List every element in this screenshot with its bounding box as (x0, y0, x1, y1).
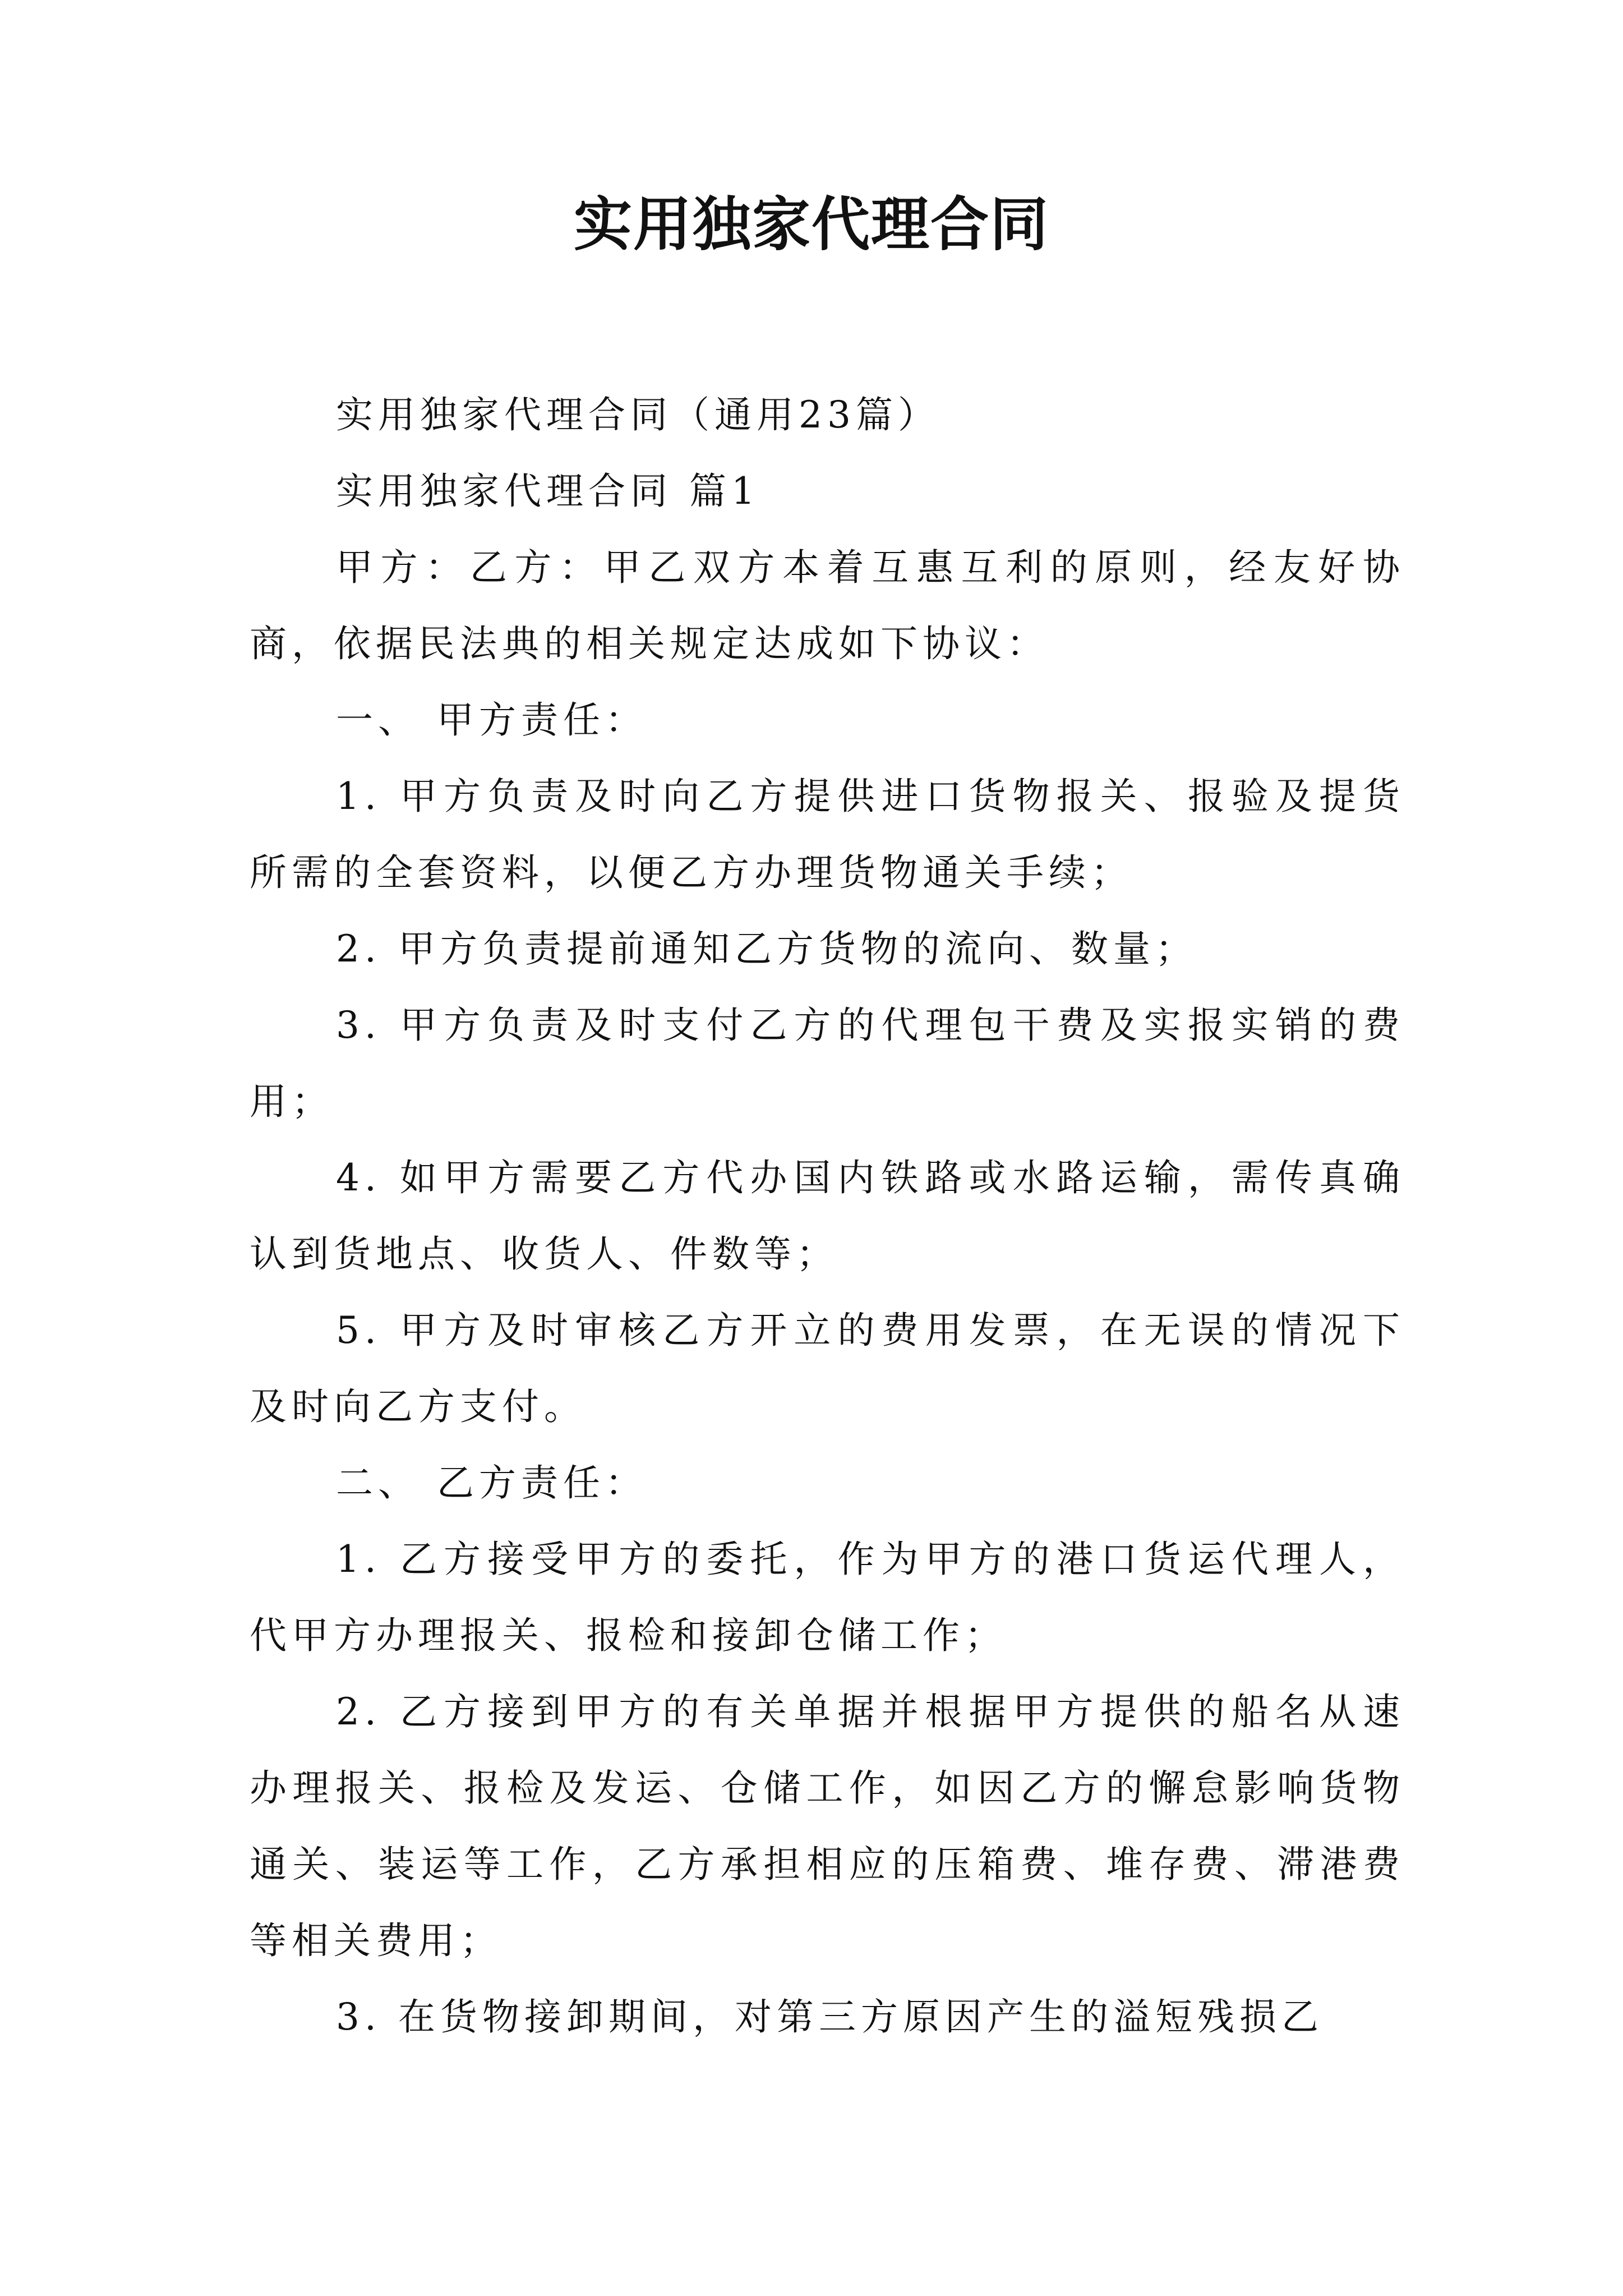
clause-b-2: 2. 乙方接到甲方的有关单据并根据甲方提供的船名从速办理报关、报检及发运、仓储工作，如因乙方的懈怠影响货物通关、装运等工作，乙方承担相应的压箱费、堆存费、滞港费等相关费用； (250, 1690, 1405, 1962)
clause-a-3: 3. 甲方负责及时支付乙方的代理包干费及实报实销的费用； (250, 1004, 1405, 1123)
clause-b-1: 1. 乙方接受甲方的委托，作为甲方的港口货运代理人，代甲方办理报关、报检和接卸仓储工作； (250, 1538, 1405, 1657)
document-title: 实用独家代理合同 (573, 190, 1049, 259)
clause-a-2: 2. 甲方负责提前通知乙方货物的流向、数量； (336, 927, 1197, 970)
clause-a-4: 4. 如甲方需要乙方代办国内铁路或水路运输，需传真确认到货地点、收货人、件数等； (250, 1156, 1405, 1276)
doc-subtitle: 实用独家代理合同（通用23篇） (336, 393, 940, 436)
section-heading-party-a: 一、 甲方责任： (336, 698, 647, 742)
clause-b-3: 3. 在货物接卸期间，对第三方原因产生的溢短残损乙 (336, 1995, 1324, 2039)
section-heading-party-b: 二、 乙方责任： (336, 1461, 647, 1504)
intro-paragraph: 甲方：乙方：甲乙双方本着互惠互利的原则，经友好协商，依据民法典的相关规定达成如下协议： (250, 546, 1405, 665)
clause-a-1: 1. 甲方负责及时向乙方提供进口货物报关、报验及提货所需的全套资料，以便乙方办理货物通关手续； (250, 775, 1405, 894)
clause-a-5: 5. 甲方及时审核乙方开立的费用发票，在无误的情况下及时向乙方支付。 (250, 1309, 1405, 1428)
document-body (250, 377, 1405, 2055)
chapter-heading: 实用独家代理合同 篇1 (336, 470, 760, 513)
